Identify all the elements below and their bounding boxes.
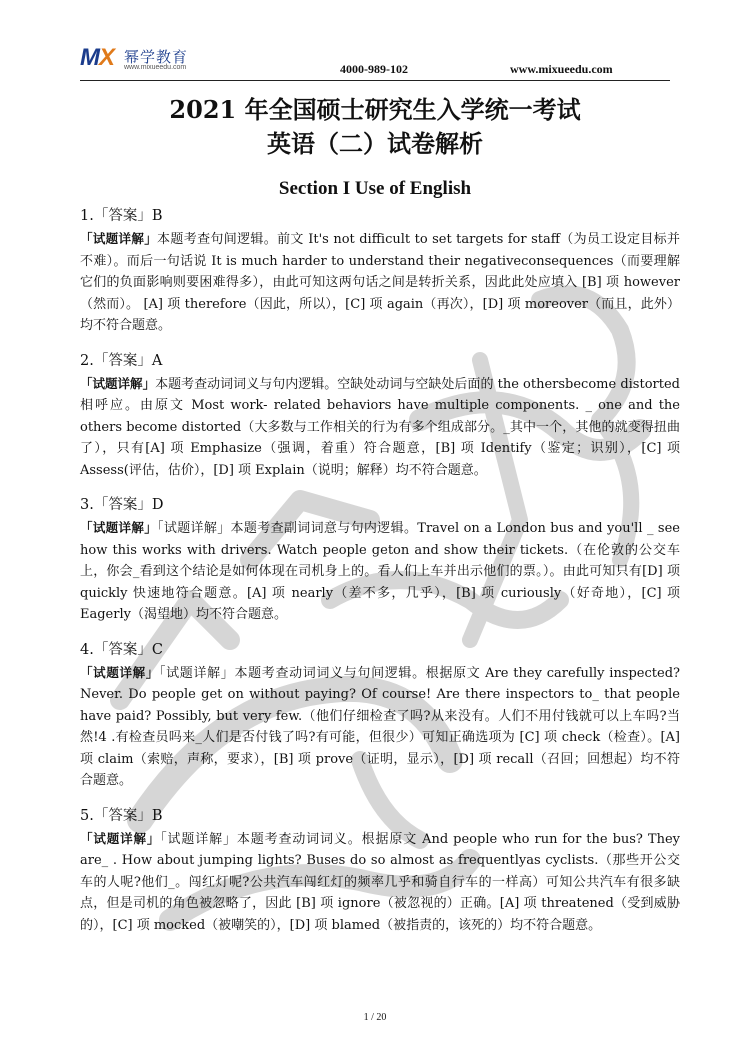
- explanation-text: 本题考查动词词义与句内逻辑。空缺处动词与空缺处后面的 the othersbecome distorted 相呼应。由原文 Most work- related behaviors have multiple components. _ one and the others become distorted（大多数与工作相关的行为有多个组成部分。_其中一个，其他的就变得扭曲了），只有[A] 项 Emphasize（强调，着重）符合题意，[B] 项 Identify（鉴定；识别），[C] 项 Assess(评估，估价），[D] 项 Explain（说明；解释）均不符合题意。: [80, 376, 680, 478]
- explanation-text: 「试题详解」本题考查动词词义与句间逻辑。根据原文 Are they carefully inspected? Never. Do people get on without paying? Of course! Are there inspectors to_ that people have paid? Possibly, but very few.（他们仔细检查了吗?从来没有。人们不用付钱就可以上车吗?当然!4 .有检查员吗来_人们是否付钱了吗?有可能，但很少）可知正确选项为 [C] 项 check（检查）。[A] 项 claim（索赔，声称，要求），[B] 项 prove（证明，显示），[D] 项 recall（召回；回想起）均不符合题意。: [80, 665, 680, 788]
- answer-explanation: [80, 228, 680, 337]
- explanation-text: 本题考查句间逻辑。前文 It's not difficult to set targets for staff（为员工设定目标并不难）。而后一句话说 It is much harder to understand their negativeconsequences（而要理解它们的负面影响则要困难得多），由此可知这两句话之间是转折关系，因此此处应填入 [B] 项 however（然而）。 [A] 项 therefore（因此，所以），[C] 项 again（再次），[D] 项 moreover（而且，此外）均不符合题意。: [80, 232, 680, 333]
- header-phone: 4000-989-102: [340, 62, 408, 76]
- answer-key: 1.「答案」B: [80, 208, 163, 224]
- explanation-label: 「试题详解」: [80, 375, 156, 391]
- explanation-text: 「试题详解」本题考查动词词义。根据原文 And people who run for the bus? They are_ . How about jumping lights? Buses do so almost as frequentlyas cyclists.（那些开公交车的人呢?他们_。闯红灯呢?公共汽车闯红灯的频率几乎和骑自行车的一样高）可知公共汽车有很多缺点，但是司机的角色被忽略了，因此 [B] 项 ignore（被忽视的）正确。[A] 项 threatened（受到威胁的），[C] 项 mocked（被嘲笑的），[D] 项 blamed（被指责的，该死的）均不符合题意。: [80, 831, 680, 933]
- explanation-label: 「试题详解」: [80, 664, 159, 680]
- answer-explanation: [80, 373, 680, 482]
- page-title: 2021 年全国硕士研究生入学统一考试: [169, 95, 581, 124]
- answer-key: 2.「答案」A: [80, 352, 163, 369]
- explanation-label: 「试题详解」: [80, 231, 158, 246]
- answer-key: 5.「答案」B: [80, 807, 163, 824]
- answer-item: [80, 638, 680, 792]
- page-number: 1 / 20: [363, 1012, 387, 1023]
- explanation-label: 「试题详解」: [80, 520, 158, 535]
- logo-name: 幂学教育: [124, 48, 189, 66]
- answer-list: [80, 204, 680, 948]
- answer-item: [80, 204, 680, 337]
- answer-item: [80, 493, 680, 626]
- answer-key: 4.「答案」C: [80, 641, 163, 658]
- header-rule: [80, 80, 670, 81]
- page-subtitle: 英语（二）试卷解析: [267, 129, 483, 158]
- brand-logo: [80, 44, 220, 76]
- section-heading: Section I Use of English: [278, 178, 472, 199]
- answer-item: [80, 349, 680, 482]
- logo-mark: MX: [80, 44, 115, 71]
- logo-url: www.mixueedu.com: [124, 64, 187, 71]
- answer-explanation: [80, 662, 680, 792]
- answer-explanation: [80, 517, 680, 626]
- header-website: www.mixueedu.com: [510, 62, 613, 76]
- page-header: [80, 40, 670, 80]
- answer-item: [80, 804, 680, 937]
- answer-key: 3.「答案」D: [80, 497, 164, 513]
- explanation-label: 「试题详解」: [80, 830, 161, 846]
- answer-explanation: [80, 828, 680, 937]
- explanation-text: 「试题详解」本题考查副词词意与句内逻辑。Travel on a London bus and you'll _ see how this works with drivers. Watch people geton and show their tickets.（在伦敦的公交车上，你会_看到这个结论是如何体现在司机身上的。看人们上车并出示他们的票。）。由此可知只有[D] 项 quickly 快速地符合题意。[A] 项 nearly（差不多，几乎），[B] 项 curiously（好奇地），[C] 项 Eagerly（渴望地）均不符合题意。: [80, 521, 680, 622]
